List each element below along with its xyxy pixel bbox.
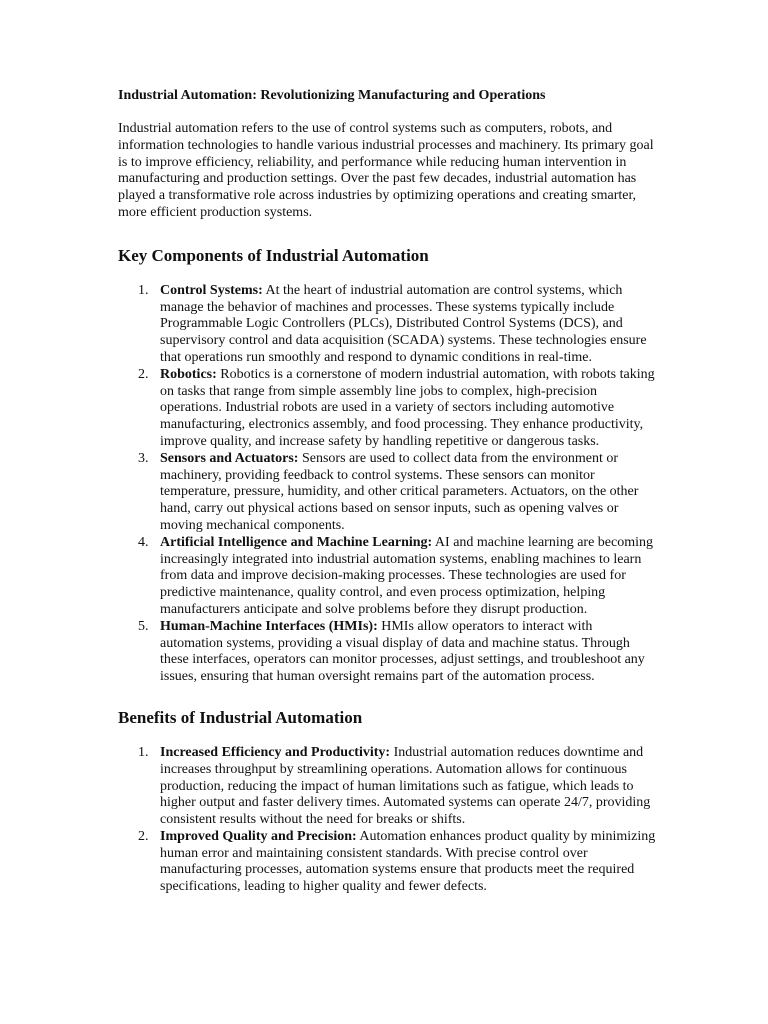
list-item-text: Automation enhances product quality by minimizing human error and maintaining consistent standards. With precise control over manufacturing processes, automation systems ensure that products meet the required specifications, leading to higher quality and fewer defects. <box>160 828 656 895</box>
list-item <box>118 619 658 686</box>
list-item-text: At the heart of industrial automation are control systems, which manage the behavior of machines and processes. These systems typically include Programmable Logic Controllers (PLCs), Distributed Control Systems (DCS), and supervisory control and data acquisition (SCADA) systems. These technologies ensure that operations run smoothly and respond to dynamic conditions in real-time. <box>160 282 647 365</box>
list-item-text: Robotics is a cornerstone of modern industrial automation, with robots taking on tasks that range from simple assembly line jobs to complex, high-precision operations. Industrial robots are used in a variety of sectors including automotive manufacturing, electronics assembly, and food processing. They enhance productivity, improve quality, and increase safety by handling repetitive or dangerous tasks. <box>160 366 655 449</box>
list-item-title: Human-Machine Interfaces (HMIs): <box>160 618 378 634</box>
list-item-number: 2. <box>138 828 149 844</box>
list-item-number: 2. <box>138 366 149 382</box>
document-title: Industrial Automation: Revolutionizing Manufacturing and Operations <box>118 88 546 103</box>
document-body <box>118 87 658 896</box>
list-item-number: 1. <box>138 744 149 760</box>
intro-paragraph: Industrial automation refers to the use of control systems such as computers, robots, and information technologies to handle various industrial processes and machinery. Its primary goal is to improve efficiency, reliability, and performance while reducing human intervention in manufacturing and production settings. Over the past few decades, industrial automation has played a transformative role across industries by optimizing operations and creating smarter, more efficient production systems. <box>118 121 654 220</box>
list-item-number: 5. <box>138 618 149 634</box>
list-item-title: Improved Quality and Precision: <box>160 828 357 844</box>
list-item-title: Robotics: <box>160 366 217 382</box>
list-item <box>118 367 658 451</box>
list-item <box>118 283 658 367</box>
list-item-number: 1. <box>138 282 149 298</box>
key-components-list <box>118 283 658 686</box>
list-item-title: Increased Efficiency and Productivity: <box>160 744 391 760</box>
list-item-title: Sensors and Actuators: <box>160 450 299 466</box>
list-item-text: Industrial automation reduces downtime and increases throughput by streamlining operations. Automation allows for continuous production, reducing the impact of human limitations such as fatigue, which leads to higher output and faster delivery times. Automated systems can operate 24/7, providing consistent results without the need for breaks or shifts. <box>160 744 651 828</box>
list-item <box>118 451 658 535</box>
list-item-title: Control Systems: <box>160 282 263 298</box>
list-item <box>118 829 658 896</box>
benefits-heading: Benefits of Industrial Automation <box>118 707 363 727</box>
benefits-list <box>118 745 658 896</box>
list-item-number: 3. <box>138 450 149 466</box>
list-item-title: Artificial Intelligence and Machine Learning: <box>160 534 433 550</box>
list-item <box>118 745 658 829</box>
key-components-heading: Key Components of Industrial Automation <box>118 245 429 265</box>
list-item-number: 4. <box>138 534 149 550</box>
list-item-text: HMIs allow operators to interact with automation systems, providing a visual display of data and machine status. Through these interfaces, operators can monitor processes, adjust settings, and troubleshoot any issues, ensuring that human oversight remains part of the automation process. <box>160 618 645 685</box>
list-item-text: Sensors are used to collect data from the environment or machinery, providing feedback to control systems. These sensors can monitor temperature, pressure, humidity, and other critical parameters. Actuators, on the other hand, carry out physical actions based on sensor inputs, such as opening valves or moving mechanical components. <box>160 450 639 533</box>
list-item <box>118 535 658 619</box>
list-item-text: AI and machine learning are becoming increasingly integrated into industrial automation systems, enabling machines to learn from data and improve decision-making processes. These technologies are used for predictive maintenance, quality control, and even process optimization, helping manufacturers anticipate and solve problems before they disrupt production. <box>160 534 654 617</box>
